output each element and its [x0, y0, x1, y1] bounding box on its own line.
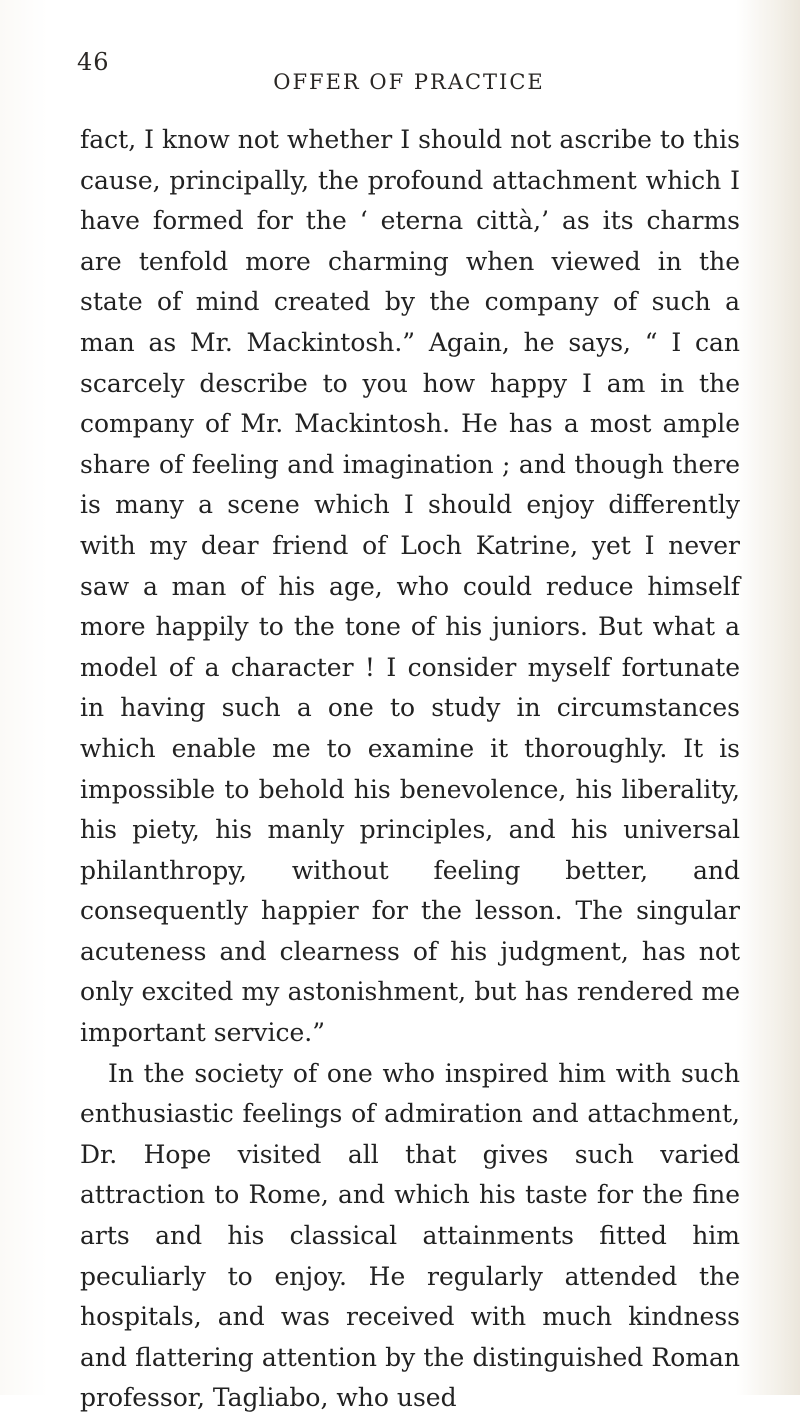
paragraph-1: fact, I know not whether I should not ascribe to this cause, principally, the profound attachment which I have formed for the ‘ eterna città,’ as its charms are tenfold more charming when viewed in the state of mind created by the company of such a man as Mr. Mackintosh.” Again, he says, “ I can scarcely describe to you how happy I am in the company of Mr. Mackintosh. He has a most ample share of feeling and imagination ; and though there is many a scene which I should enjoy differently with my dear friend of Loch Katrine, yet I never saw a man of his age, who could reduce himself more happily to the tone of his juniors. But what a model of a character ! I consider myself fortunate in having such a one to study in circumstances which enable me to examine it thoroughly. It is impossible to behold his benevolence, his liberality, his piety, his manly principles, and his universal philanthropy, without feeling better, and consequently happier for the lesson. The singular acuteness and clearness of his judgment, has not only excited my astonishment, but has rendered me important service.” — [80, 125, 740, 1048]
page-number: 46 — [77, 48, 110, 76]
paragraph-2: In the society of one who inspired him with such enthusiastic feelings of admiration and attachment, Dr. Hope visited all that gives such varied attraction to Rome, and which his taste for the fine arts and his classical attainments fitted him peculiarly to enjoy. He regularly attended the hospitals, and was received with much kindness and flattering attention by the distinguished Roman professor, Tagliabo, who used — [80, 1058, 740, 1413]
body-text — [80, 120, 740, 1419]
running-title: OFFER OF PRACTICE — [273, 70, 545, 94]
